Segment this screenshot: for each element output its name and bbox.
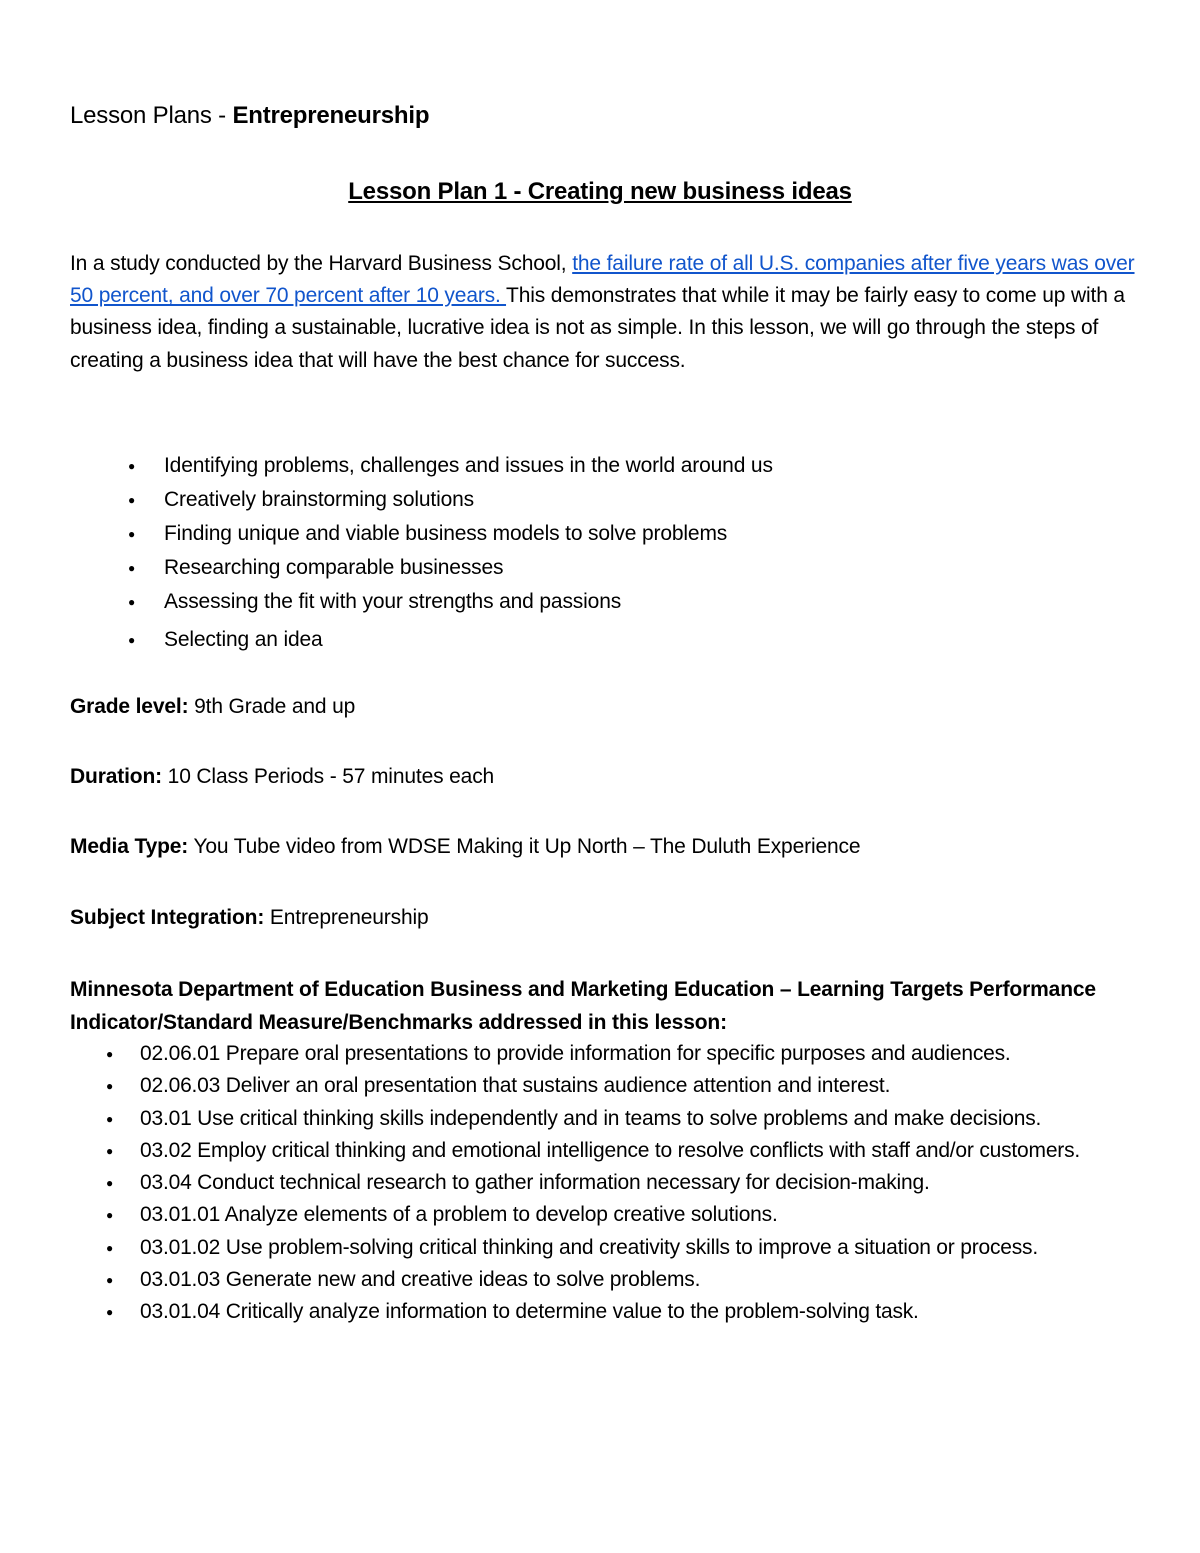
grade-level-value: 9th Grade and up <box>188 695 356 718</box>
media-type-value: You Tube video from WDSE Making it Up North – The Duluth Experience <box>188 835 861 858</box>
standard-item: ● 02.06.01 Prepare oral presentations to provide information for specific purposes and audiences. <box>106 1038 1106 1070</box>
grade-level-line <box>70 692 355 722</box>
list-item: ● Assessing the fit with your strengths and passions <box>128 585 1128 619</box>
lesson-heading: Lesson Plan 1 - Creating new business ideas <box>348 178 852 205</box>
subject-integration-value: Entrepreneurship <box>264 906 429 929</box>
lesson-topics-list <box>128 449 1128 657</box>
document-title-subject: Entrepreneurship <box>232 102 430 129</box>
standard-item: ● 02.06.03 Deliver an oral presentation that sustains audience attention and interest. <box>106 1070 1106 1102</box>
standards-list <box>106 1038 1106 1329</box>
standard-item: ● 03.02 Employ critical thinking and emotional intelligence to resolve conflicts with staff and/or customers. <box>106 1135 1106 1167</box>
subject-integration-line <box>70 903 429 933</box>
list-item: ● Identifying problems, challenges and issues in the world around us <box>128 449 1128 483</box>
grade-level-label: Grade level: <box>70 695 189 718</box>
media-type-label: Media Type: <box>70 835 189 858</box>
intro-text-start: In a study conducted by the Harvard Business School, <box>70 252 573 275</box>
duration-label: Duration: <box>70 765 162 788</box>
list-item: ● Researching comparable businesses <box>128 551 1128 585</box>
document-title <box>70 102 429 130</box>
subject-integration-label: Subject Integration: <box>70 906 265 929</box>
standard-item: ● 03.01.03 Generate new and creative ideas to solve problems. <box>106 1264 1106 1296</box>
intro-paragraph <box>70 248 1140 377</box>
standards-heading: Minnesota Department of Education Business and Marketing Education – Learning Targets Performance Indicator/Standard Measure/Benchmarks addressed in this lesson: <box>70 978 1096 1034</box>
standard-item: ● 03.01 Use critical thinking skills independently and in teams to solve problems and make decisions. <box>106 1103 1106 1135</box>
list-item: ● Creatively brainstorming solutions <box>128 483 1128 517</box>
standard-item: ● 03.01.02 Use problem-solving critical thinking and creativity skills to improve a situation or process. <box>106 1232 1106 1264</box>
standard-item: ● 03.01.01 Analyze elements of a problem to develop creative solutions. <box>106 1199 1106 1231</box>
media-type-line <box>70 832 860 862</box>
failure-rate-link[interactable]: the failure rate of all U.S. companies after five years was over 50 percent, and over 70 percent after 10 years. <box>70 252 1135 308</box>
duration-value: 10 Class Periods - 57 minutes each <box>161 765 495 788</box>
document-title-prefix: Lesson Plans - <box>70 102 233 129</box>
list-item: ● Finding unique and viable business models to solve problems <box>128 517 1128 551</box>
standard-item: ● 03.01.04 Critically analyze information to determine value to the problem-solving task. <box>106 1296 1106 1328</box>
standard-item: ● 03.04 Conduct technical research to gather information necessary for decision-making. <box>106 1167 1106 1199</box>
list-item: ● Selecting an idea <box>128 623 1128 657</box>
duration-line <box>70 762 494 792</box>
intro-text-end: This demonstrates that while it may be fairly easy to come up with a business idea, finding a sustainable, lucrative idea is not as simple. In this lesson, we will go through the steps of creating a business idea that will have the best chance for success. <box>70 284 1125 372</box>
